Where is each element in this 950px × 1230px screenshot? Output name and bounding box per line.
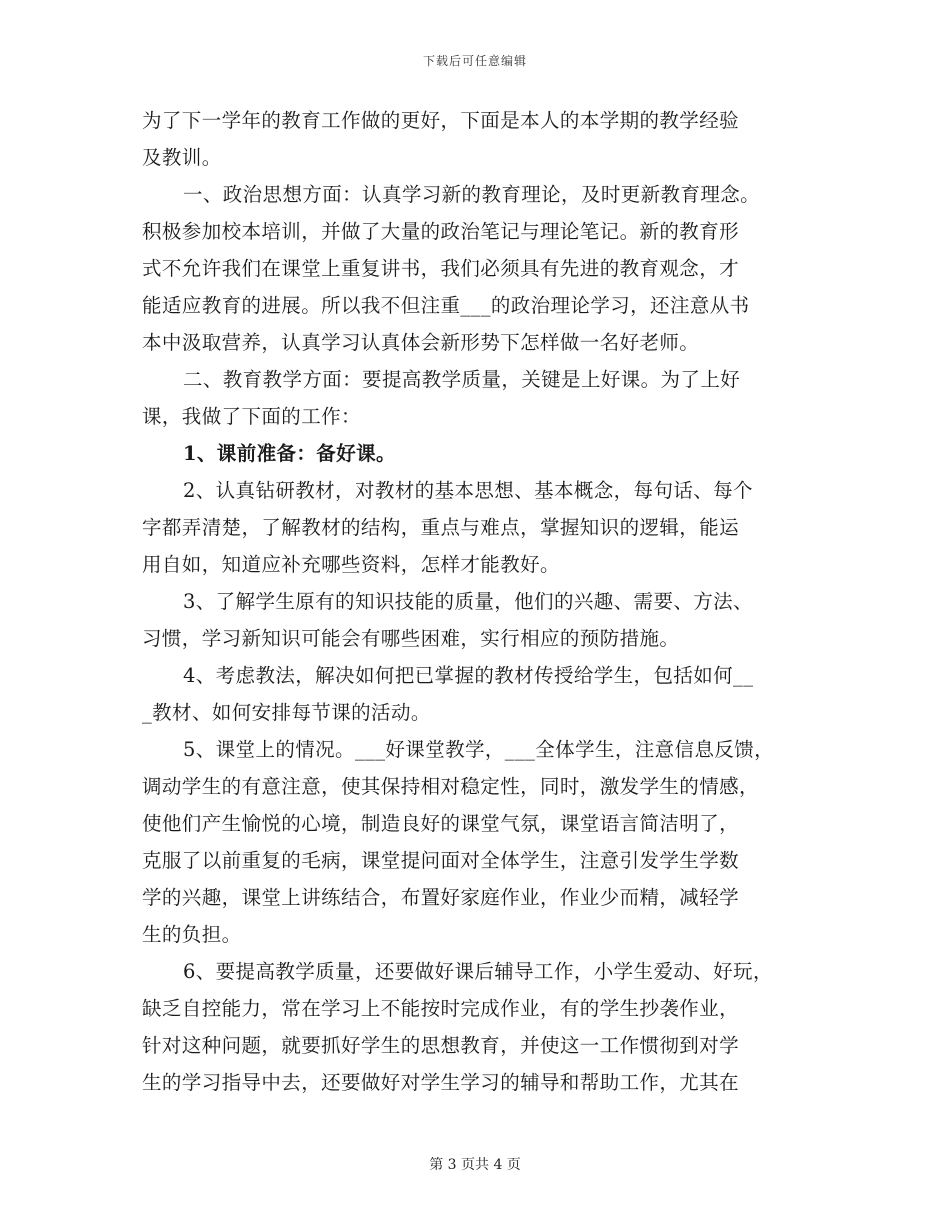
paragraph-line: 二、教育教学方面：要提高教学质量，关键是上好课。为了上好 <box>182 368 741 391</box>
paragraph-line: 4、考虑教法，解决如何把已掌握的教材传授给学生，包括如何__ <box>182 664 754 687</box>
paragraph-line: _教材、如何安排每节课的活动。 <box>142 701 431 724</box>
paragraph-line: 学的兴趣，课堂上讲练结合，布置好家庭作业，作业少而精，减轻学 <box>142 886 740 909</box>
page-header: 下载后可任意编辑 <box>422 54 527 68</box>
paragraph-line: 生的负担。 <box>142 923 242 946</box>
section-heading: 1、课前准备：备好课。 <box>182 442 396 465</box>
paragraph-line: 本中汲取营养，认真学习认真体会新形势下怎样做一名好老师。 <box>142 331 700 354</box>
paragraph-line: 能适应教育的进展。所以我不但注重___的政治理论学习，还注意从书 <box>142 294 750 317</box>
paragraph-line: 缺乏自控能力，常在学习上不能按时完成作业，有的学生抄袭作业， <box>142 997 740 1020</box>
paragraph-line: 一、政治思想方面：认真学习新的教育理论，及时更新教育理念。 <box>182 183 761 206</box>
page-number: 第 3 页共 4 页 <box>429 1157 521 1173</box>
paragraph-line: 习惯，学习新知识可能会有哪些困难，实行相应的预防措施。 <box>142 627 680 650</box>
paragraph-line: 字都弄清楚，了解教材的结构，重点与难点，掌握知识的逻辑，能运 <box>142 516 740 539</box>
paragraph-line: 针对这种问题，就要抓好学生的思想教育，并使这一工作惯彻到对学 <box>142 1034 740 1057</box>
document-body <box>142 102 822 1101</box>
paragraph-line: 课，我做了下面的工作： <box>142 405 361 428</box>
paragraph-line: 为了下一学年的教育工作做的更好，下面是本人的本学期的教学经验 <box>142 109 740 132</box>
paragraph-line: 3、了解学生原有的知识技能的质量，他们的兴趣、需要、方法、 <box>182 590 753 613</box>
paragraph-line: 6、要提高教学质量，还要做好课后辅导工作，小学生爱动、好玩， <box>182 960 773 983</box>
paragraph-line: 式不允许我们在课堂上重复讲书，我们必须具有先进的教育观念，才 <box>142 257 740 280</box>
paragraph-line: 生的学习指导中去，还要做好对学生学习的辅导和帮助工作，尤其在 <box>142 1071 740 1094</box>
paragraph-line: 克服了以前重复的毛病，课堂提问面对全体学生，注意引发学生学数 <box>142 849 740 872</box>
paragraph-line: 及教训。 <box>142 146 222 169</box>
paragraph-line: 用自如，知道应补充哪些资料，怎样才能教好。 <box>142 553 560 576</box>
paragraph-line: 积极参加校本培训，并做了大量的政治笔记与理论笔记。新的教育形 <box>142 220 740 243</box>
paragraph-line: 调动学生的有意注意，使其保持相对稳定性，同时，激发学生的情感， <box>142 775 759 798</box>
paragraph-line: 2、认真钻研教材，对教材的基本思想、基本概念，每句话、每个 <box>182 479 753 502</box>
paragraph-line: 5、课堂上的情况。___好课堂教学，___全体学生，注意信息反馈， <box>182 738 775 761</box>
paragraph-line: 使他们产生愉悦的心境，制造良好的课堂气氛，课堂语言简洁明了， <box>142 812 740 835</box>
